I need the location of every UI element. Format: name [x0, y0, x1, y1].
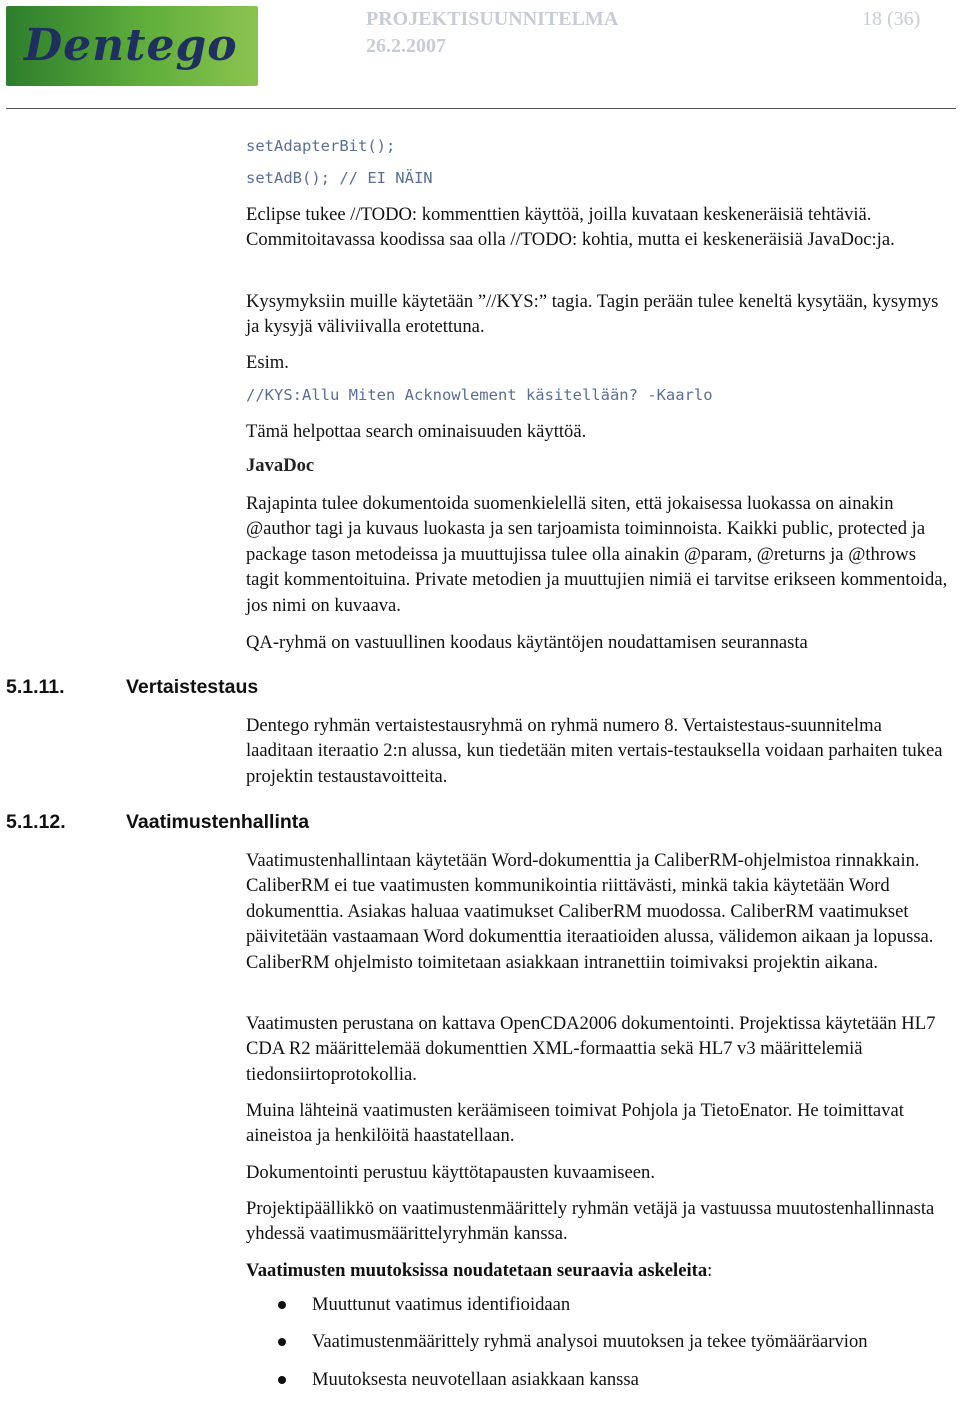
- paragraph-kys: Kysymyksiin muille käytetään ”//KYS:” tagia. Tagin perään tulee keneltä kysytään, kysymys ja kysyjä väliviivalla erotettuna.: [246, 291, 939, 338]
- section-heading: [6, 811, 310, 834]
- document-date: 26.2.2007: [366, 35, 446, 57]
- paragraph-vaatimus: Muina lähteinä vaatimusten keräämiseen toimivat Pohjola ja TietoEnator. He toimittavat aineistoa ja henkilöitä haastatellaan.: [246, 1100, 904, 1147]
- paragraph-vertaistestaus: Dentego ryhmän vertaistestausryhmä on ryhmä numero 8. Vertaistestaus-suunnitelma laaditaan iteraatio 2:n alussa, kun tiedetään miten vertais-testauksella voidaan parhaiten tukea projektin testaustavoitteita.: [246, 715, 943, 787]
- section-title: Vertaistestaus: [126, 676, 259, 698]
- code-line: setAdapterBit();: [246, 137, 396, 155]
- code-line: //KYS:Allu Miten Acknowlement käsitellään? -Kaarlo: [246, 386, 713, 404]
- header-divider: [6, 108, 956, 109]
- steps-lead-colon: :: [707, 1260, 713, 1281]
- list-item: [246, 1329, 951, 1354]
- logo-text: Dentego: [24, 20, 238, 71]
- paragraph-search: Tämä helpottaa search ominaisuuden käyttöä.: [246, 421, 587, 442]
- paragraph-qa: QA-ryhmä on vastuullinen koodaus käytäntöjen noudattamisen seurannasta: [246, 632, 808, 653]
- steps-list: [246, 1292, 951, 1392]
- paragraph-vaatimus: Dokumentointi perustuu käyttötapausten kuvaamiseen.: [246, 1162, 655, 1183]
- bullet-icon: [278, 1376, 286, 1384]
- list-item: [246, 1367, 951, 1392]
- paragraph-vaatimus: Vaatimusten perustana on kattava OpenCDA2006 dokumentointi. Projektissa käytetään HL7 CDA R2 määrittelemää dokumenttien XML-formaattia sekä HL7 v3 määrittelemiä tiedonsiirtoprotokollia.: [246, 1013, 936, 1085]
- section-number: 5.1.11.: [6, 676, 65, 698]
- code-line: setAdB(); // EI NÄIN: [246, 169, 433, 187]
- list-item-text: Muutoksesta neuvotellaan asiakkaan kanssa: [312, 1368, 639, 1390]
- bullet-icon: [278, 1338, 286, 1346]
- paragraph-vaatimus: Vaatimustenhallintaan käytetään Word-dokumenttia ja CaliberRM-ohjelmistoa rinnakkain. CaliberRM ei tue vaatimusten kommunikointia riittävästi, minkä takia käytetään Word dokumenttia. Asiakas haluaa vaatimukset CaliberRM muodossa. CaliberRM vaatimukset päivitetään vastaamaan Word dokumenttia iteraatioiden alussa, välidemon aikaan ja lopussa. CaliberRM ohjelmisto toimitetaan asiakkaan intranettiin toimivaksi projektin aikana.: [246, 850, 934, 973]
- section-heading: [6, 676, 259, 699]
- list-item: [246, 1292, 951, 1317]
- section-number: 5.1.12.: [6, 811, 66, 833]
- document-title: PROJEKTISUUNNITELMA: [366, 8, 619, 30]
- javadoc-heading: JavaDoc: [246, 455, 315, 476]
- paragraph-todo: Eclipse tukee //TODO: kommenttien käyttöä, joilla kuvataan keskeneräisiä tehtäviä. Commitoitavassa koodissa saa olla //TODO: kohtia, mutta ei keskeneräisiä JavaDoc:ja.: [246, 204, 895, 251]
- steps-lead-bold: Vaatimusten muutoksissa noudatetaan seuraavia askeleita: [246, 1260, 708, 1281]
- page-number: 18 (36): [862, 8, 921, 30]
- example-label: Esim.: [246, 352, 289, 373]
- paragraph-vaatimus: Projektipäällikkö on vaatimustenmäärittely ryhmän vetäjä ja vastuussa muutostenhallinnasta yhdessä vaatimusmäärittelyryhmän kanssa.: [246, 1198, 935, 1245]
- dentego-logo: [6, 6, 258, 86]
- bullet-icon: [278, 1301, 286, 1309]
- list-item-text: Muuttunut vaatimus identifioidaan: [312, 1294, 571, 1315]
- list-item-text: Vaatimustenmäärittely ryhmä analysoi muutoksen ja tekee työmääräarvion: [312, 1331, 868, 1353]
- paragraph-javadoc: Rajapinta tulee dokumentoida suomenkielellä siten, että jokaisessa luokassa on ainakin @author tagi ja kuvaus luokasta ja sen tarjoamista toiminnoista. Kaikki public, protected ja package tason metodeissa ja muuttujissa tulee olla ainakin @param, @returns ja @throws tagit kommentoituina. Private metodien ja muuttujien nimiä ei tarvitse erikseen kommentoida, jos nimi on kuvaava.: [246, 493, 948, 616]
- steps-lead: [246, 1258, 951, 1283]
- section-title: Vaatimustenhallinta: [126, 811, 310, 833]
